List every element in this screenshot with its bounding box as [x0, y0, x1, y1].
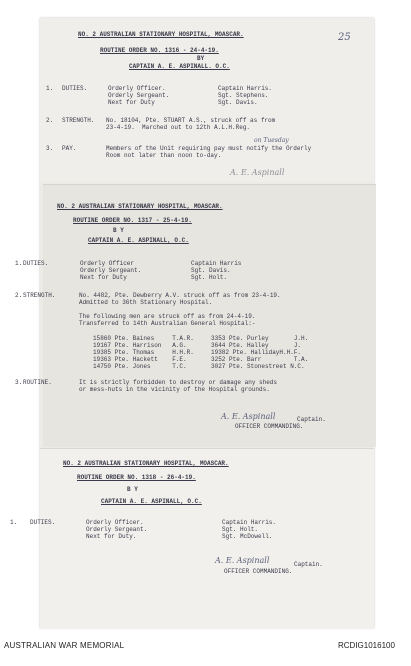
routine-order-1316 — [40, 18, 374, 182]
transfer-man: 3353 Pte. Purley J.H. — [211, 335, 309, 342]
captain-line: CAPTAIN A. E. ASPINALL, O.C. — [88, 237, 189, 244]
signature: A. E. Aspinall — [221, 412, 276, 421]
item-number: 1. — [15, 260, 23, 267]
duty-role: Orderly Sergeant. — [86, 526, 148, 533]
routine-order-1318 — [10, 448, 374, 629]
transfer-man: 19382 Pte. HallidayH.H.F. — [211, 349, 302, 356]
transfer-man: 3644 Pte. Halley J. — [211, 342, 302, 349]
faint-signature: A. E. Aspinall — [230, 168, 285, 177]
handwritten-insert: on Tuesday — [254, 137, 289, 144]
item-number: 3. — [15, 379, 23, 386]
transfer-man: 3252 Pte. Barr T.A. — [211, 356, 309, 363]
item-number: 2. — [46, 117, 54, 124]
transfer-man: 3027 Pte. Stonestreet N.C. — [211, 363, 305, 370]
routine-line: or mess-huts in the vicinity of the Hospital grounds. — [79, 386, 270, 393]
strength-line: 23-4-19. Marched out to 12th A.L.H.Reg. — [106, 124, 251, 131]
duty-role: Orderly Sergeant. — [108, 92, 170, 99]
duties-label: DUTIES. — [23, 260, 49, 267]
duty-role: Orderly Officer. — [108, 85, 166, 92]
page-number: 25 — [338, 32, 351, 43]
transfer-line: The following men are struck off as from 24-4-19. — [79, 313, 256, 320]
routine-order-1317 — [15, 184, 376, 447]
strength-line: Admitted to 36th Stationary Hospital. — [79, 299, 213, 306]
transfer-line: Transferred to 14th Australian General Hospital:- — [79, 320, 256, 327]
item-number: 2. — [15, 292, 23, 299]
order-number: ROUTINE ORDER NO. 1316 - 24-4-19. — [100, 47, 219, 54]
routine-line: It is strictly forbidden to destroy or damage any sheds — [79, 379, 278, 386]
duty-role: Orderly Officer. — [86, 519, 144, 526]
duties-label: DUTIES. — [62, 85, 88, 92]
item-number: 1. — [10, 519, 18, 526]
transfer-man: 19363 Pte. Hackett F.E. — [93, 356, 187, 363]
sign-role: OFFICER COMMANDING. — [235, 423, 304, 430]
hospital-title: NO. 2 AUSTRALIAN STATIONARY HOSPITAL, MOASCAR. — [63, 460, 229, 467]
duty-name: Sgt. McDowell. — [222, 533, 273, 540]
signature: A. E. Aspinall — [215, 556, 270, 565]
source-caption: AUSTRALIAN WAR MEMORIAL — [4, 641, 125, 650]
duty-role: Orderly Officer — [80, 260, 135, 267]
item-number: 1. — [46, 85, 54, 92]
captain-line: CAPTAIN A. E. ASPINALL, O.C. — [101, 498, 202, 505]
strength-label: STRENGTH. — [23, 292, 56, 299]
duty-role: Next for Duty — [80, 274, 127, 281]
order-number: ROUTINE ORDER NO. 1318 - 26-4-19. — [77, 474, 196, 481]
hospital-title: NO. 2 AUSTRALIAN STATIONARY HOSPITAL, MOASCAR. — [78, 31, 244, 38]
captain-line: CAPTAIN A. E. ASPINALL. O.C. — [129, 63, 230, 70]
sign-title: Captain. — [294, 561, 323, 568]
strength-line: No. 4482, Pte. Dewberry A.V. struck off as from 23-4-19. — [79, 292, 281, 299]
routine-label: ROUTINE. — [23, 379, 52, 386]
strength-line: No. 18104, Pte. STUART A.S., struck off as from — [106, 117, 276, 124]
transfer-man: 19385 Pte. Thomas H.H.R. — [93, 349, 194, 356]
by-label: B Y — [113, 227, 124, 234]
transfer-man: 19167 Pte. Harrison A.G. — [93, 342, 187, 349]
duty-name: Sgt. Davis. — [191, 267, 231, 274]
order-number: ROUTINE ORDER NO. 1317 - 25-4-19. — [73, 217, 192, 224]
duty-name: Captain Harris — [191, 260, 242, 267]
item-number: 3. — [46, 145, 54, 152]
document-sheet — [10, 18, 374, 628]
duty-name: Captain Harris. — [222, 519, 277, 526]
hospital-title: NO. 2 AUSTRALIAN STATIONARY HOSPITAL, MOASCAR. — [57, 203, 223, 210]
transfer-man: 14750 Pte. Jones T.C. — [93, 363, 187, 370]
duty-role: Next for Duty. — [86, 533, 137, 540]
duty-name: Sgt. Davis. — [218, 99, 258, 106]
pay-line: Members of the Unit requiring pay must notify the Orderly — [106, 145, 312, 152]
pay-label: PAY. — [62, 145, 77, 152]
duty-name: Captain Harris. — [218, 85, 273, 92]
duty-name: Sgt. Holt. — [222, 526, 259, 533]
duty-name: Sgt. Stephens. — [218, 92, 269, 99]
by-label: BY — [197, 55, 205, 62]
sign-role: OFFICER COMMANDING. — [224, 568, 293, 575]
pay-line: Room not later than noon to-day. — [106, 152, 222, 159]
record-code: RCDIG1016100 — [338, 641, 395, 650]
transfer-man: 15860 Pte. Baines T.A.R. — [93, 335, 194, 342]
by-label: B Y — [127, 486, 138, 493]
sign-title: Captain. — [297, 416, 326, 423]
duty-role: Next for Duty — [108, 99, 155, 106]
duties-label: DUTIES. — [30, 519, 56, 526]
duty-name: Sgt. Holt. — [191, 274, 228, 281]
strength-label: STRENGTH. — [62, 117, 95, 124]
duty-role: Orderly Sergeant. — [80, 267, 142, 274]
